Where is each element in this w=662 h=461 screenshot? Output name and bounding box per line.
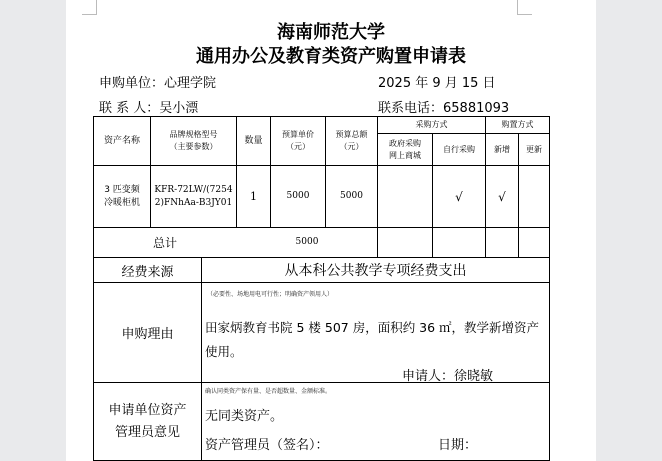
funding-value: 从本科公共教学专项经费支出: [284, 263, 467, 279]
funding-label: 经费来源: [121, 264, 174, 280]
header-asset-name: 资产名称: [103, 135, 140, 146]
text-cursor: [549, 285, 550, 299]
header-gov-mall: [378, 134, 432, 165]
admin-opinion-label: [94, 383, 201, 460]
cell-asset-name-line2: 冷暖柜机: [103, 197, 140, 208]
reason-text-line1: 田家炳教育书院 5 楼 507 房，面积约 36 ㎡，教学新增资产: [205, 320, 540, 335]
header-total: [326, 117, 377, 165]
header-new-add: 新增: [494, 144, 510, 154]
header-unit-price-line1: 预算单价: [282, 130, 314, 139]
admin-opinion-label-line1: 申请单位资产: [108, 402, 187, 418]
header-brand-model-line2: （主要参数）: [169, 142, 218, 151]
reason-note: （必要性、场地用电可行性；明确资产领用人）: [207, 291, 334, 298]
crop-mark-right: [517, 0, 532, 15]
total-label: 总计: [152, 236, 177, 250]
header-brand-model: [151, 117, 236, 165]
contact-person: 联 系 人：吴小漂: [99, 101, 199, 116]
check-mark-self-purchase: √: [455, 189, 463, 204]
reason-text-line2: 使用。: [205, 344, 243, 359]
header-total-line2: （元）: [339, 142, 364, 151]
cell-asset-name-line1: 3 匹变频: [104, 184, 140, 195]
contact-phone: 联系电话：65881093: [378, 101, 510, 116]
header-unit-price-line2: （元）: [286, 142, 310, 151]
label-column-divider: [201, 257, 202, 461]
header-gov-mall-line2: 网上商城: [389, 150, 421, 160]
total-value: 5000: [295, 237, 319, 247]
header-buy-type: 购置方式: [501, 120, 534, 129]
header-gov-mall-line1: 政府采购: [389, 138, 421, 148]
header-quantity: 数量: [244, 135, 263, 146]
cell-model-line1: KFR-72LW/(7254: [154, 184, 233, 195]
header-brand-model-line1: 品牌规格型号: [169, 130, 218, 139]
reason-label: 申购理由: [121, 327, 174, 342]
applicant-department: 申购单位：心理学院: [99, 76, 217, 91]
admin-opinion-text: 无同类资产。: [205, 409, 284, 424]
admin-opinion-label-line2: 管理员意见: [114, 424, 180, 440]
application-date: 2025 年 9 月 15 日: [378, 76, 496, 91]
form-title-university: 海南师范大学: [277, 22, 385, 43]
cell-model: [151, 166, 236, 227]
header-unit-price: [271, 117, 325, 165]
cell-quantity: 1: [250, 190, 257, 203]
reason-applicant: 申请人：徐晓敏: [402, 369, 494, 384]
cell-model-line2: 2)FNhAa-B3JY01: [154, 197, 233, 208]
cell-unit-price: 5000: [286, 191, 310, 201]
header-renew: 更新: [526, 144, 542, 154]
form-title: 通用办公及教育类资产购置申请表: [196, 46, 466, 67]
crop-mark-left: [82, 0, 97, 15]
admin-date-field: 日期：: [438, 438, 478, 453]
header-purchase-method: 采购方式: [415, 120, 448, 129]
check-mark-new-add: √: [498, 189, 506, 204]
admin-note: 确认同类资产保有量、是否超数量、金额标准。: [205, 388, 332, 395]
header-self-purchase: 自行采购: [443, 144, 475, 154]
admin-signature-field: 资产管理员（签名）：: [205, 438, 329, 453]
cell-total: 5000: [340, 191, 363, 201]
cell-asset-name: [94, 166, 150, 227]
header-total-line1: 预算总额: [335, 130, 368, 139]
